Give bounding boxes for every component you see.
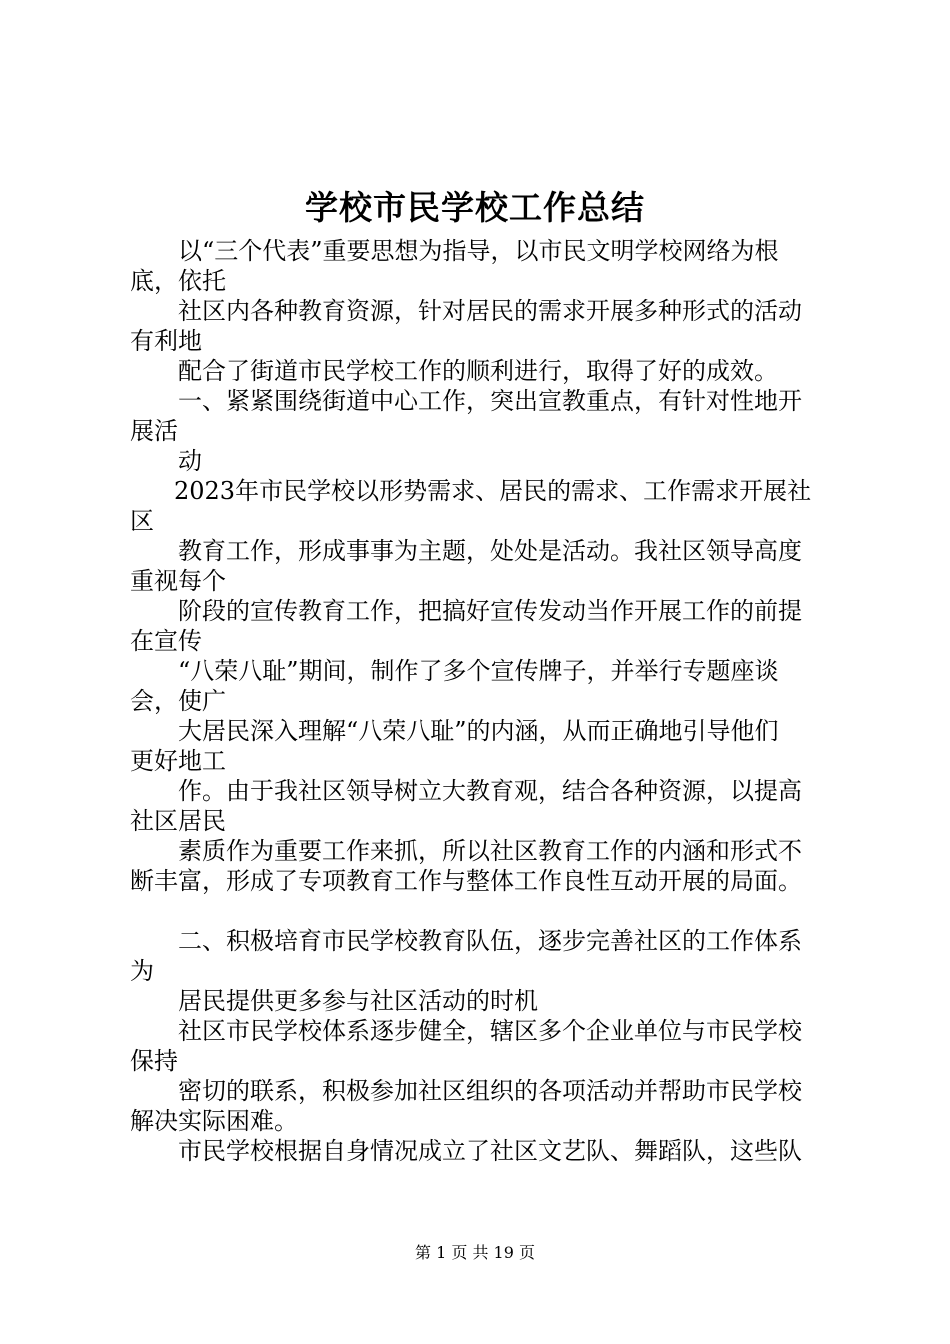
text-line: 重视每个: [130, 567, 226, 595]
text-line: 市民学校根据自身情况成立了社区文艺队、舞蹈队，这些队: [178, 1137, 802, 1165]
text-line: 保持: [130, 1047, 178, 1075]
text-line: 二、积极培育市民学校教育队伍，逐步完善社区的工作体系: [178, 927, 802, 955]
text-line: 大居民深入理解“八荣八耻”的内涵，从而正确地引导他们: [178, 717, 779, 745]
text-line: 底，依托: [130, 267, 226, 295]
text-line: 动: [178, 447, 202, 475]
text-line: 区: [130, 507, 154, 535]
text-line: 断丰富，形成了专项教育工作与整体工作良性互动开展的局面。: [130, 867, 802, 895]
text-line: 阶段的宣传教育工作，把搞好宣传发动当作开展工作的前提: [178, 597, 802, 625]
text-line: 居民提供更多参与社区活动的时机: [178, 987, 538, 1015]
text-line: 在宣传: [130, 627, 202, 655]
text-line: 社区居民: [130, 807, 226, 835]
text-line: 展活: [130, 417, 178, 445]
text-line: 密切的联系，积极参加社区组织的各项活动并帮助市民学校: [178, 1077, 802, 1105]
text-line: 会，使广: [130, 687, 226, 715]
text-line: 配合了街道市民学校工作的顺利进行，取得了好的成效。: [178, 357, 778, 385]
text-line: 有利地: [130, 327, 202, 355]
document-body: [130, 236, 850, 1166]
text-line: 2023年市民学校以形势需求、居民的需求、工作需求开展社: [174, 477, 812, 505]
text-line: 以“三个代表”重要思想为指导，以市民文明学校网络为根: [178, 237, 779, 265]
page-number-footer: 第 1 页 共 19 页: [415, 1243, 535, 1262]
text-line: 为: [130, 957, 154, 985]
text-line: 更好地工: [130, 747, 226, 775]
text-line: 社区内各种教育资源，针对居民的需求开展多种形式的活动: [178, 297, 802, 325]
text-line: 教育工作，形成事事为主题，处处是活动。我社区领导高度: [178, 537, 802, 565]
text-line: 一、紧紧围绕街道中心工作，突出宣教重点，有针对性地开: [178, 387, 802, 415]
text-line: 素质作为重要工作来抓，所以社区教育工作的内涵和形式不: [178, 837, 802, 865]
text-line: “八荣八耻”期间，制作了多个宣传牌子，并举行专题座谈: [178, 657, 779, 685]
document-title: 学校市民学校工作总结: [305, 188, 645, 227]
text-line: 解决实际困难。: [130, 1107, 298, 1135]
paragraph-gap: [130, 896, 850, 926]
text-line: 作。由于我社区领导树立大教育观，结合各种资源，以提高: [178, 777, 802, 805]
text-line: 社区市民学校体系逐步健全，辖区多个企业单位与市民学校: [178, 1017, 802, 1045]
